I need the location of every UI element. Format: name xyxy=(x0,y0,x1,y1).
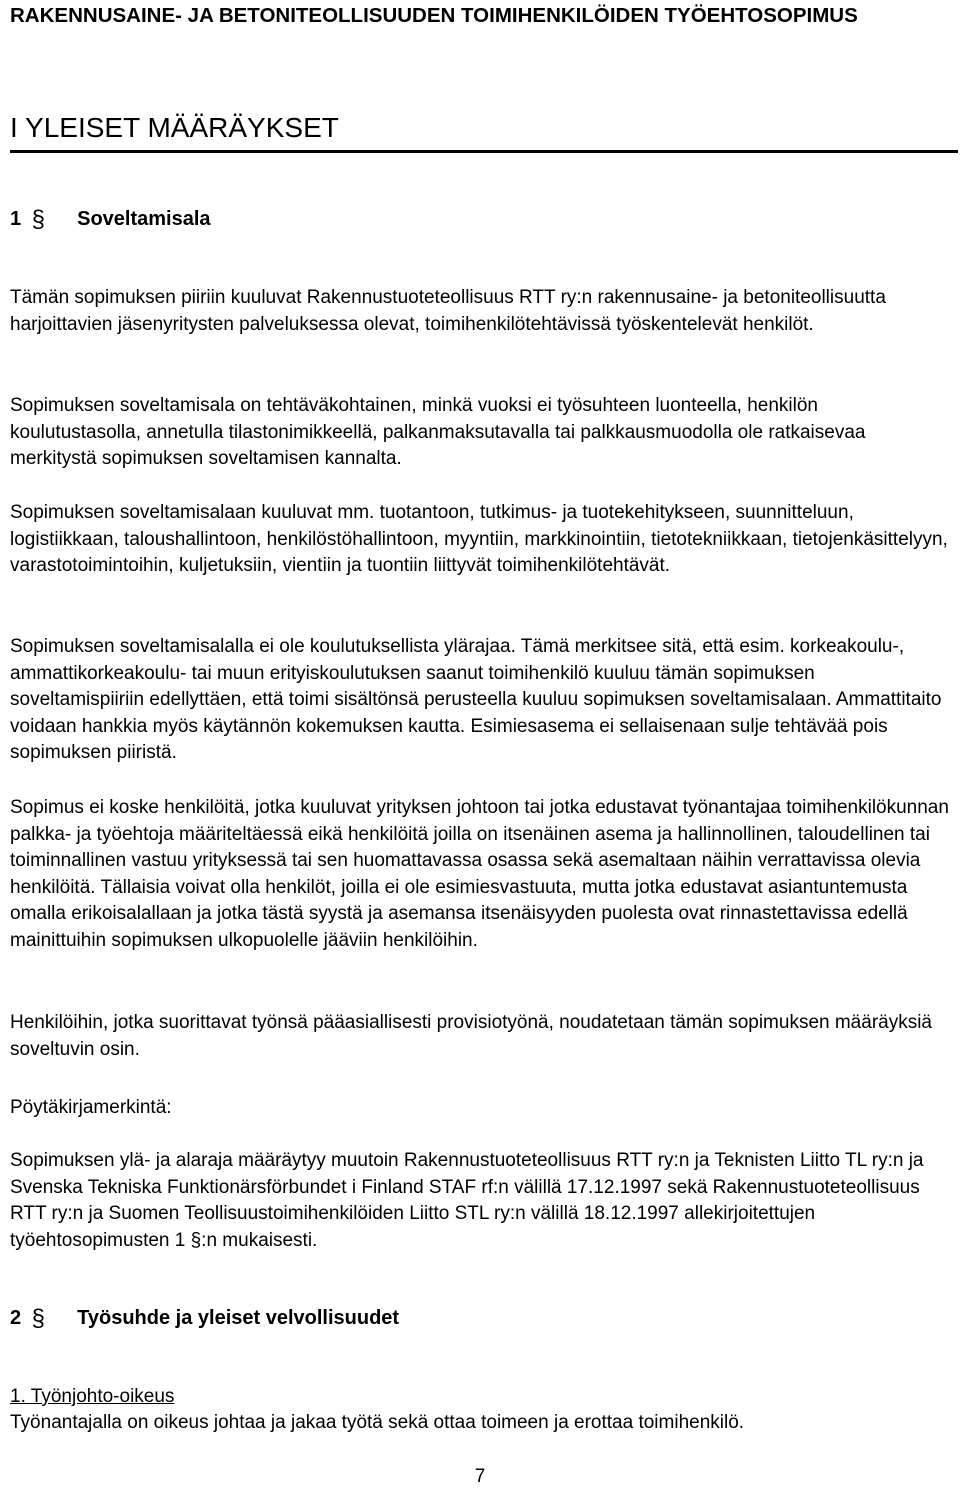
subsection-text: Työnantajalla on oikeus johtaa ja jakaa työtä sekä ottaa toimeen ja erottaa toimihenkilö. xyxy=(10,1412,745,1433)
section-2-heading xyxy=(10,1305,399,1332)
section-1-heading xyxy=(10,206,211,233)
paragraph: Sopimuksen soveltamisalaan kuuluvat mm. tuotantoon, tutkimus- ja tuotekehitykseen, suunnitteluun, logistiikkaan, taloushallintoon, henkilöstöhallintoon, myyntiin, markkinointiin, tietotekniikkaan, tietojenkäsittelyyn, varastotoimintoihin, kuljetuksiin, vientiin ja tuontiin liittyvät toimihenkilötehtävät. xyxy=(10,502,948,576)
paragraph: Sopimus ei koske henkilöitä, jotka kuuluvat yrityksen johtoon tai jotka edustavat työnantajaa toimihenkilökunnan palkka- ja työehtoja määriteltäessä eikä henkilöitä joilla on itsenäinen asema ja hallinnollinen, taloudellinen tai toiminnallinen vastuu yrityksessä tai sen huomattavassa osassa sekä asemaltaan näihin verrattavissa olevia henkilöitä. Tällaisia voivat olla henkilöt, joilla ei ole esimiesvastuuta, mutta jotka edustavat asiantuntemusta omalla erikoisalallaan ja jotka tästä syystä ja asemansa itsenäisyyden puolesta ovat rinnastettavissa edellä mainittuihin sopimuksen ulkopuolelle jääviin henkilöihin. xyxy=(10,797,949,951)
paragraph: Henkilöihin, jotka suorittavat työnsä pääasiallisesti provisiotyönä, noudatetaan tämän sopimuksen määräyksiä soveltuvin osin. xyxy=(10,1012,933,1060)
document-page xyxy=(10,0,950,1489)
paragraph: Tämän sopimuksen piiriin kuuluvat Rakennustuoteteollisuus RTT ry:n rakennusaine- ja betoniteollisuutta harjoittavien jäsenyritysten palveluksessa olevat, toimihenkilötehtävissä työskentelevät henkilöt. xyxy=(10,287,886,335)
subsection-title: 1. Työnjohto-oikeus xyxy=(10,1386,175,1407)
page-number: 7 xyxy=(474,1466,486,1487)
section-symbol: § xyxy=(31,206,45,233)
paragraph: Sopimuksen soveltamisala on tehtäväkohtainen, minkä vuoksi ei työsuhteen luonteella, henkilön koulutustasolla, annetulla tilastonimikkeellä, palkanmaksutavalla tai palkkausmuodolla ole ratkaisevaa merkitystä sopimuksen soveltamisen kannalta. xyxy=(10,395,866,469)
section-number: 1 xyxy=(10,208,22,230)
chapter-title: I YLEISET MÄÄRÄYKSET xyxy=(10,110,958,153)
section-symbol: § xyxy=(31,1305,45,1332)
note-text: Sopimuksen ylä- ja alaraja määräytyy muutoin Rakennustuoteteollisuus RTT ry:n ja Teknisten Liitto TL ry:n ja Svenska Tekniska Funktionärsförbundet i Finland STAF rf:n välillä 17.12.1997 sekä Rakennustuoteteollisuus RTT ry:n ja Suomen Teollisuustoimihenkilöiden Liitto STL ry:n välillä 18.12.1997 allekirjoitettujen työehtosopimusten 1 §:n mukaisesti. xyxy=(10,1150,924,1251)
section-title: Työsuhde ja yleiset velvollisuudet xyxy=(77,1307,400,1329)
paragraph: Sopimuksen soveltamisalalla ei ole koulutuksellista ylärajaa. Tämä merkitsee sitä, että esim. korkeakoulu-, ammattikorkeakoulu- tai muun erityiskoulutuksen saanut toimihenkilö kuuluu tämän sopimuksen soveltamispiiriin edellyttäen, että toimi sisältönsä perusteella kuuluu sopimuksen soveltamisalaan. Ammattitaito voidaan hankkia myös käytännön kokemuksen kautta. Esimiesasema ei sellaisenaan sulje tehtävää pois sopimuksen piiristä. xyxy=(10,636,942,763)
note-label: Pöytäkirjamerkintä: xyxy=(10,1097,172,1118)
document-header: RAKENNUSAINE- JA BETONITEOLLISUUDEN TOIMIHENKILÖIDEN TYÖEHTOSOPIMUS xyxy=(10,4,858,27)
section-title: Soveltamisala xyxy=(77,208,211,230)
section-number: 2 xyxy=(10,1307,22,1329)
